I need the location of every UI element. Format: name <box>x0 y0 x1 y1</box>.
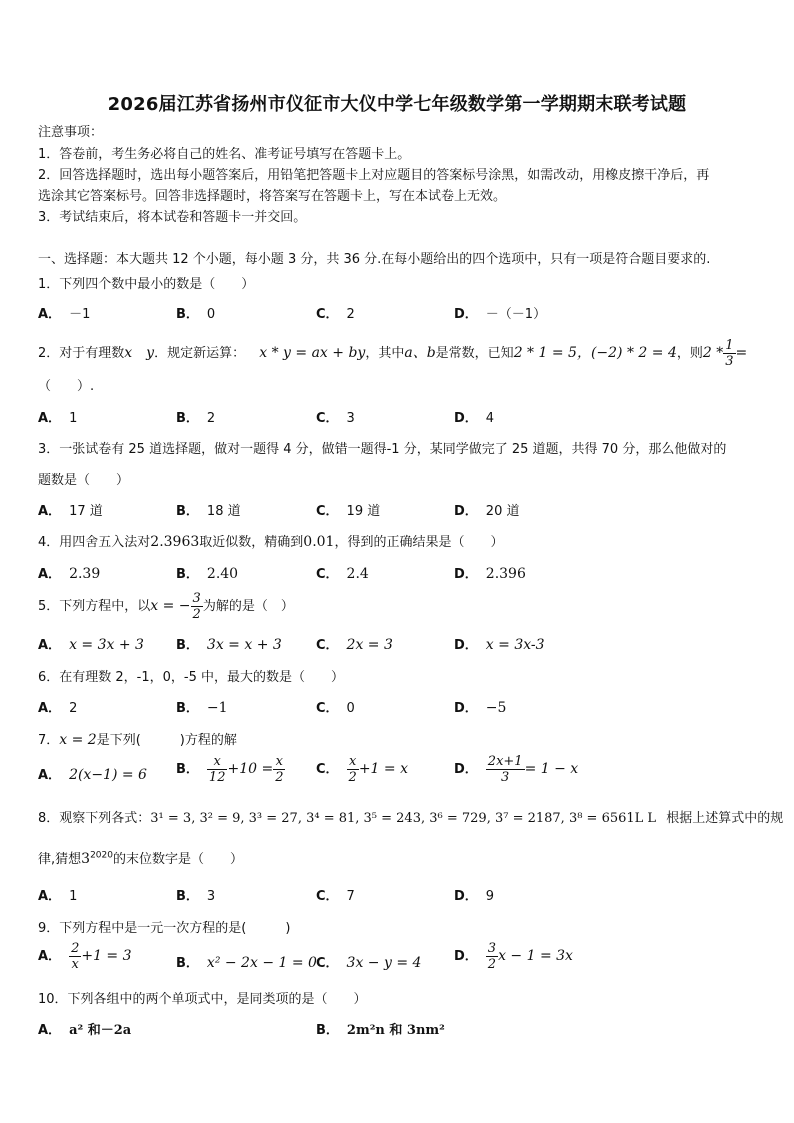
q10-option-a: A． a² 和－2a <box>38 1023 132 1038</box>
q6-option-a: A． 2 <box>38 701 78 716</box>
q3-stem-line2: 题数是（ ） <box>38 473 130 488</box>
q9-option-a: A． $\frac{2}{x}$ +1 = 3 <box>38 941 132 972</box>
q8-option-d: D． 9 <box>454 889 495 904</box>
q1-option-c: C． 2 <box>316 307 355 322</box>
q8-option-a: A． 1 <box>38 889 78 904</box>
q9-option-d: D． $\frac{3}{2}$ x − 1 = 3x <box>454 941 573 972</box>
q5-option-c: C． 2x = 3 <box>316 637 393 653</box>
q8-option-b: B． 3 <box>176 889 216 904</box>
q4-stem: 4．用四舍五入法对2.3963取近似数，精确到0.01，得到的正确结果是（ ） <box>38 534 504 550</box>
q8-option-c: C． 7 <box>316 889 355 904</box>
q10-option-b: B． 2m²n 和 3nm² <box>316 1023 445 1038</box>
q5-option-b: B． 3x = x + 3 <box>176 637 282 653</box>
section-heading: 一、选择题：本大题共 12 个小题，每小题 3 分，共 36 分.在每小题给出的四个选项中，只有一项是符合题目要求的. <box>38 252 711 267</box>
q9-option-c: C． 3x − y = 4 <box>316 955 422 971</box>
q3-option-b: B． 18 道 <box>176 504 241 519</box>
q5-stem: 5．下列方程中，以x = − $\frac{3}{2}$ 为解的是（ ） <box>38 591 294 622</box>
q3-stem-line1: 3．一张试卷有 25 道选择题，做对一题得 4 分，做错一题得-1 分，某同学做完了 25 道题，共得 70 分，那么他做对的 <box>38 442 727 457</box>
q4-option-a: A． 2.39 <box>38 566 101 582</box>
q4-option-b: B． 2.40 <box>176 566 239 582</box>
q2-option-b: B． 2 <box>176 411 216 426</box>
q2-stem: 2．对于有理数x y．规定新运算： x * y = ax + by，其中a、b是常数，已知2 * 1 = 5，(−2) * 2 = 4，则2 * $\frac{1}{3}$ = <box>38 338 748 369</box>
q6-option-d: D． −5 <box>454 700 507 716</box>
q2-option-c: C． 3 <box>316 411 355 426</box>
notice-item-2-cont: 选涂其它答案标号。回答非选择题时，将答案写在答题卡上，写在本试卷上无效。 <box>38 189 507 204</box>
q2-option-a: A． 1 <box>38 411 78 426</box>
q4-option-c: C． 2.4 <box>316 566 369 582</box>
q2-option-d: D． 4 <box>454 411 495 426</box>
q1-option-b: B． 0 <box>176 307 216 322</box>
q7-stem: 7．x = 2是下列( )方程的解 <box>38 732 237 748</box>
q1-option-d: D． －（－1） <box>454 307 547 322</box>
notice-heading: 注意事项： <box>38 125 104 140</box>
q3-option-a: A． 17 道 <box>38 504 103 519</box>
q10-stem: 10．下列各组中的两个单项式中，是同类项的是（ ） <box>38 992 367 1007</box>
q8-stem-line2: 律,猜想$3^{2020}$的末位数字是（ ） <box>38 850 243 867</box>
notice-item-3: 3．考试结束后，将本试卷和答题卡一并交回。 <box>38 210 307 225</box>
q6-option-b: B． −1 <box>176 700 228 716</box>
q9-stem: 9．下列方程中是一元一次方程的是( ) <box>38 921 291 936</box>
exam-title: 2026届江苏省扬州市仪征市大仪中学七年级数学第一学期期末联考试题 <box>107 94 687 115</box>
q3-option-d: D． 20 道 <box>454 504 520 519</box>
q6-option-c: C． 0 <box>316 701 355 716</box>
notice-item-2: 2．回答选择题时，选出每小题答案后，用铅笔把答题卡上对应题目的答案标号涂黑，如需改动，用橡皮擦干净后，再 <box>38 168 710 183</box>
q9-option-b: B． x² − 2x − 1 = 0 <box>176 955 317 971</box>
q7-option-a: A． 2(x−1) = 6 <box>38 767 147 783</box>
q7-option-c: C． $\frac{x}{2}$ +1 = x <box>316 754 408 785</box>
q1-stem: 1．下列四个数中最小的数是（ ） <box>38 277 255 292</box>
notice-item-1: 1．答卷前，考生务必将自己的姓名、准考证号填写在答题卡上。 <box>38 147 411 162</box>
q8-stem-line1: 8．观察下列各式：3¹ = 3, 3² = 9, 3³ = 27, 3⁴ = 81, 3⁵ = 243, 3⁶ = 729, 3⁷ = 2187, 3⁸ = 6561L L 根据上述算式中的规 <box>38 811 784 826</box>
q5-option-d: D． x = 3x-3 <box>454 637 545 653</box>
q7-option-d: D． $\frac{2x+1}{3}$ = 1 − x <box>454 754 579 785</box>
q4-option-d: D． 2.396 <box>454 566 526 582</box>
q5-fraction: $\frac{3}{2}$ <box>192 591 201 622</box>
q3-option-c: C． 19 道 <box>316 504 381 519</box>
q1-option-a: A． －1 <box>38 307 91 322</box>
q2-blank: （ ）. <box>38 379 95 394</box>
q6-stem: 6．在有理数 2，-1，0，-5 中，最大的数是（ ） <box>38 670 345 685</box>
q5-option-a: A． x = 3x + 3 <box>38 637 144 653</box>
q2-fraction: $\frac{1}{3}$ <box>725 338 734 369</box>
q7-option-b: B． $\frac{x}{12}$ +10 = $\frac{x}{2}$ <box>176 754 284 785</box>
